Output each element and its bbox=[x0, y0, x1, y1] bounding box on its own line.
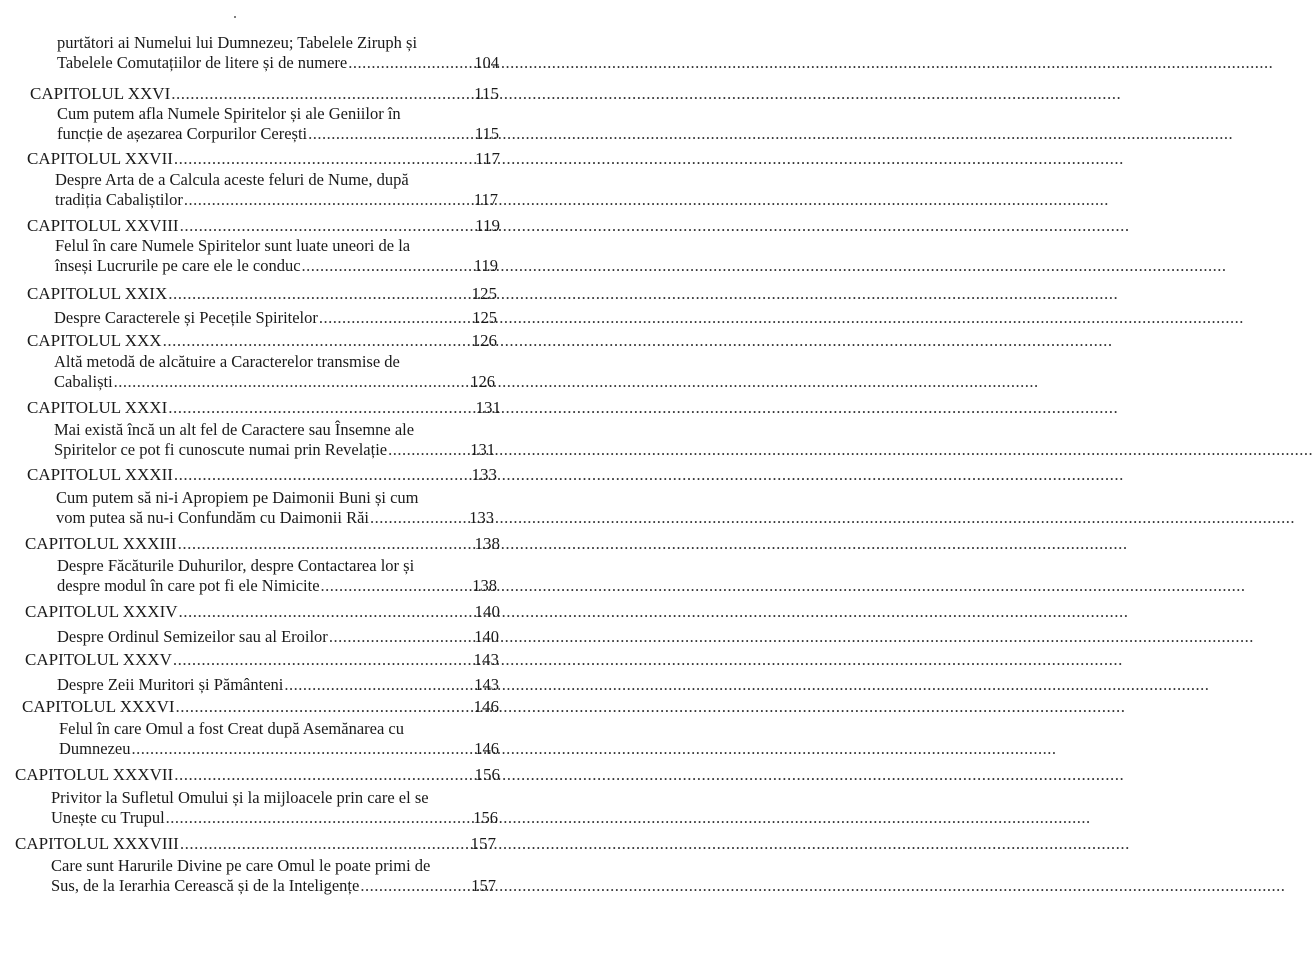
toc-entry-leader-row bbox=[15, 765, 500, 785]
toc-chapter-entry bbox=[27, 331, 497, 351]
toc-entry-text-line: Despre Caracterele și Pecețile Spiritelor bbox=[54, 308, 318, 327]
page-number: 115 bbox=[474, 84, 499, 103]
dot-leader bbox=[321, 576, 472, 596]
toc-entry-leader-row bbox=[54, 440, 495, 460]
dot-leader bbox=[329, 627, 473, 647]
page-number: 133 bbox=[469, 508, 494, 527]
page-number: 115 bbox=[474, 124, 499, 143]
toc-entry-text-line: Despre Făcăturile Duhurilor, despre Contactarea lor și bbox=[57, 556, 415, 575]
toc-chapter-entry bbox=[22, 697, 499, 717]
dot-leader bbox=[168, 398, 474, 418]
toc-entry-leader-row bbox=[55, 256, 498, 276]
toc-entry-leader-row bbox=[57, 53, 499, 73]
page-number: 119 bbox=[473, 256, 498, 275]
toc-entry-leader-row bbox=[27, 465, 497, 485]
toc-description-entry bbox=[56, 488, 494, 528]
page-number: 156 bbox=[473, 808, 498, 827]
toc-entry-leader-row bbox=[22, 697, 499, 717]
dot-leader bbox=[174, 765, 473, 785]
page-number: 125 bbox=[472, 308, 497, 327]
dot-leader bbox=[131, 739, 473, 759]
toc-entry-leader-row bbox=[27, 331, 497, 351]
dot-leader bbox=[176, 697, 473, 717]
toc-entry-text-line: vom putea să nu-i Confundăm cu Daimonii Răi bbox=[56, 508, 369, 527]
toc-entry-leader-row bbox=[25, 602, 500, 622]
page-number: 146 bbox=[473, 697, 499, 716]
toc-entry-text-line: Cabaliști bbox=[54, 372, 113, 391]
toc-description-entry bbox=[57, 556, 497, 596]
toc-entry-text-line: funcție de așezarea Corpurilor Cerești bbox=[57, 124, 308, 143]
toc-page bbox=[0, 0, 539, 953]
dot-leader bbox=[171, 84, 473, 104]
dot-leader bbox=[114, 372, 470, 392]
page-number: 140 bbox=[474, 602, 500, 621]
toc-chapter-entry bbox=[30, 84, 499, 104]
toc-chapter-entry bbox=[27, 284, 497, 304]
toc-entry-leader-row bbox=[27, 216, 500, 236]
dot-leader bbox=[308, 124, 474, 144]
toc-entry-text-line: CAPITOLUL XXX bbox=[27, 331, 162, 350]
toc-entry-text-line: purtători ai Numelui lui Dumnezeu; Tabelele Ziruph și bbox=[57, 33, 418, 52]
dot-leader bbox=[348, 53, 473, 73]
toc-entry-text-line: Felul în care Numele Spiritelor sunt luate uneori de la bbox=[55, 236, 411, 255]
dot-leader bbox=[360, 876, 470, 896]
toc-entry-leader-row bbox=[15, 834, 496, 854]
dot-leader bbox=[302, 256, 473, 276]
toc-description-entry bbox=[51, 788, 498, 828]
toc-entry-text-line: CAPITOLUL XXXIII bbox=[25, 534, 177, 553]
dot-leader bbox=[166, 808, 473, 828]
dot-leader bbox=[180, 216, 475, 236]
toc-entry-text-line: CAPITOLUL XXVII bbox=[27, 149, 173, 168]
page-number: 104 bbox=[474, 53, 499, 72]
page-number: 140 bbox=[474, 627, 499, 646]
page-number: 143 bbox=[473, 650, 499, 669]
toc-entry-text-line: Privitor la Sufletul Omului și la mijloacele prin care el se bbox=[51, 788, 429, 807]
toc-entry-text-line: înseși Lucrurile pe care ele le conduc bbox=[55, 256, 301, 275]
page-number: 146 bbox=[474, 739, 499, 758]
toc-entry-text-line: CAPITOLUL XXVI bbox=[30, 84, 171, 103]
toc-description-entry bbox=[57, 33, 499, 73]
toc-entry-leader-row bbox=[51, 808, 498, 828]
toc-entry-leader-row bbox=[51, 876, 496, 896]
toc-entry-leader-row bbox=[30, 84, 499, 104]
toc-entry-text-line: CAPITOLUL XXXII bbox=[27, 465, 173, 484]
toc-chapter-entry bbox=[27, 398, 501, 418]
toc-description-entry bbox=[51, 856, 496, 896]
toc-entry-text-line: Unește cu Trupul bbox=[51, 808, 165, 827]
page-number: 138 bbox=[472, 576, 497, 595]
page-number: 119 bbox=[475, 216, 500, 235]
toc-entry-text-line: Cum putem afla Numele Spiritelor și ale Geniilor în bbox=[57, 104, 401, 123]
dot-leader bbox=[178, 534, 474, 554]
dot-leader bbox=[388, 440, 469, 460]
toc-entry-leader-row bbox=[27, 284, 497, 304]
toc-chapter-entry bbox=[25, 650, 499, 670]
toc-entry-leader-row bbox=[27, 149, 500, 169]
toc-description-entry bbox=[57, 675, 499, 695]
dot-leader bbox=[180, 834, 470, 854]
toc-description-entry bbox=[55, 236, 498, 276]
toc-entry-text-line: CAPITOLUL XXXI bbox=[27, 398, 168, 417]
dot-leader bbox=[284, 675, 473, 695]
toc-entry-leader-row bbox=[57, 124, 499, 144]
toc-description-entry bbox=[55, 170, 498, 210]
page-number: 126 bbox=[470, 372, 495, 391]
toc-entry-leader-row bbox=[57, 576, 497, 596]
dot-leader bbox=[174, 149, 474, 169]
dot-leader bbox=[370, 508, 468, 528]
dot-leader bbox=[173, 650, 473, 670]
toc-entry-leader-row bbox=[27, 398, 501, 418]
page-number: 131 bbox=[470, 440, 495, 459]
toc-entry-text-line: tradiția Cabaliștilor bbox=[55, 190, 183, 209]
toc-description-entry bbox=[54, 308, 497, 328]
toc-entry-text-line: CAPITOLUL XXXVIII bbox=[15, 834, 179, 853]
toc-entry-leader-row bbox=[56, 508, 494, 528]
toc-chapter-entry bbox=[25, 534, 500, 554]
toc-entry-leader-row bbox=[57, 627, 499, 647]
toc-entry-text-line: CAPITOLUL XXXVI bbox=[22, 697, 175, 716]
toc-entry-text-line: Sus, de la Ierarhia Cerească și de la Inteligențe bbox=[51, 876, 360, 895]
toc-entry-leader-row bbox=[55, 190, 498, 210]
toc-chapter-entry bbox=[15, 765, 500, 785]
page-number: 126 bbox=[471, 331, 497, 350]
toc-entry-text-line: Altă metodă de alcătuire a Caracterelor transmise de bbox=[54, 352, 400, 371]
page-number: 125 bbox=[471, 284, 497, 303]
toc-entry-text-line: CAPITOLUL XXXVII bbox=[15, 765, 174, 784]
toc-description-entry bbox=[57, 627, 499, 647]
toc-entry-leader-row bbox=[54, 308, 497, 328]
toc-entry-text-line: Mai există încă un alt fel de Caractere sau Însemne ale bbox=[54, 420, 415, 439]
toc-description-entry bbox=[59, 719, 499, 759]
dot-leader bbox=[179, 602, 474, 622]
toc-entry-text-line: Felul în care Omul a fost Creat după Asemănarea cu bbox=[59, 719, 405, 738]
page-number: 156 bbox=[474, 765, 500, 784]
toc-chapter-entry bbox=[15, 834, 496, 854]
toc-entry-text-line: Dumnezeu bbox=[59, 739, 131, 758]
toc-entry-text-line: Despre Ordinul Semizeilor sau al Eroilor bbox=[57, 627, 328, 646]
toc-entry-text-line: CAPITOLUL XXXV bbox=[25, 650, 172, 669]
page-number: 157 bbox=[471, 876, 496, 895]
toc-entry-text-line: CAPITOLUL XXXIV bbox=[25, 602, 178, 621]
toc-chapter-entry bbox=[27, 149, 500, 169]
toc-entry-text-line: Despre Arta de a Calcula aceste feluri de Nume, după bbox=[55, 170, 409, 189]
toc-chapter-entry bbox=[27, 465, 497, 485]
dot-leader bbox=[174, 465, 471, 485]
toc-entry-text-line: CAPITOLUL XXVIII bbox=[27, 216, 179, 235]
toc-description-entry bbox=[54, 352, 495, 392]
toc-entry-text-line: Cum putem să ni-i Apropiem pe Daimonii Buni și cum bbox=[56, 488, 419, 507]
toc-entry-text-line: CAPITOLUL XXIX bbox=[27, 284, 168, 303]
page-number: 138 bbox=[474, 534, 500, 553]
toc-description-entry bbox=[54, 420, 495, 460]
toc-entry-text-line: Despre Zeii Muritori și Pământeni bbox=[57, 675, 284, 694]
toc-entry-text-line: Spiritelor ce pot fi cunoscute numai prin Revelație bbox=[54, 440, 388, 459]
toc-chapter-entry bbox=[25, 602, 500, 622]
dot-leader bbox=[184, 190, 473, 210]
dot-leader bbox=[168, 284, 470, 304]
page-number: 143 bbox=[474, 675, 499, 694]
page-number: 117 bbox=[475, 149, 500, 168]
toc-chapter-entry bbox=[27, 216, 500, 236]
dot-leader bbox=[319, 308, 471, 328]
scan-speck bbox=[234, 16, 236, 18]
page-number: 117 bbox=[473, 190, 498, 209]
toc-description-entry bbox=[57, 104, 499, 144]
dot-leader bbox=[163, 331, 471, 351]
toc-entry-text-line: Care sunt Harurile Divine pe care Omul le poate primi de bbox=[51, 856, 431, 875]
page-number: 131 bbox=[475, 398, 501, 417]
toc-entry-leader-row bbox=[25, 650, 499, 670]
toc-entry-text-line: Tabelele Comutațiilor de litere și de numere bbox=[57, 53, 348, 72]
toc-entry-text-line: despre modul în care pot fi ele Nimicite bbox=[57, 576, 320, 595]
toc-entry-leader-row bbox=[54, 372, 495, 392]
toc-entry-leader-row bbox=[25, 534, 500, 554]
page-number: 157 bbox=[470, 834, 496, 853]
toc-entry-leader-row bbox=[59, 739, 499, 759]
toc-entry-leader-row bbox=[57, 675, 499, 695]
page-number: 133 bbox=[471, 465, 497, 484]
